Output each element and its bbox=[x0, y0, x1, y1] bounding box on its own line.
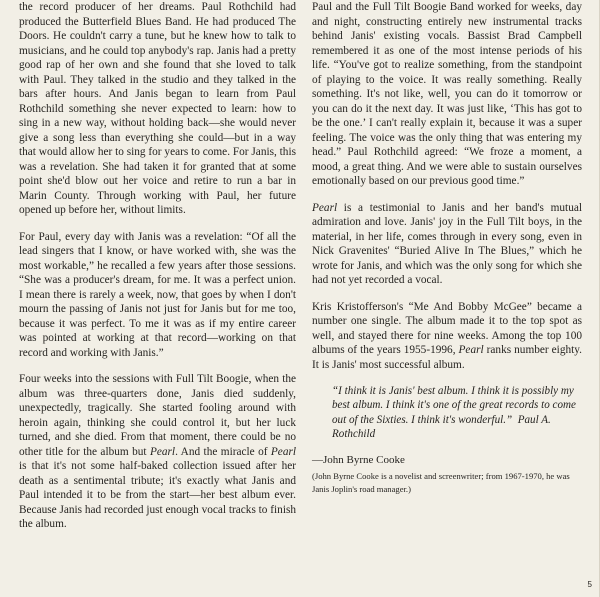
author-signature: —John Byrne Cooke bbox=[312, 454, 405, 467]
right-paragraph-3-part-b: ranks number eighty. It is Janis' most successful album. bbox=[312, 344, 582, 371]
left-paragraph-3-part-a: Four weeks into the sessions with Full Tilt Boogie, when the album was three-quarters done, Janis died suddenly, unexpectedly, tragically. She started fooling around with heroin again, thinking she could control it, but her luck turned, and she died. From that moment, there could be no other title for the album but bbox=[19, 373, 296, 458]
album-title-pearl: Pearl bbox=[312, 201, 338, 214]
right-paragraph-3 bbox=[312, 300, 582, 373]
left-paragraph-3-part-b: . And the miracle of bbox=[175, 445, 271, 458]
left-paragraph-2: For Paul, every day with Janis was a revelation: “Of all the lead singers that I know, or have worked with, she was the most workable,” he recalled a few years after those sessions. “She was a producer's dream, for me. It was a perfect union. I mean there is rarely a week, now, that goes by when I don't mourn the passing of Janis not just for Janis but for me too, because it was perfect. To me it was as if my entire career was pointed at working at that record—working on that record and working with Janis.” bbox=[19, 230, 296, 359]
album-title-pearl: Pearl bbox=[149, 445, 176, 458]
right-paragraph-1: Paul and the Full Tilt Boogie Band worked for weeks, day and night, constructing entirely new instrumental tracks behind Janis' existing vocals. Bassist Brad Campbell remembered it as one of the most intense periods of his life. “You've got to realize something, from the standpoint of playing to the voice. It was really something. Really something. It's not like, well, you can do it tomorrow or you can do it the next day. It was just like, ‘This has got to be the one.’ I can't really explain it, because it was a super feeling. The voice was the only thing that was entering my head.” Paul Rothchild agreed: “We froze a moment, a mood, a great thing. And we were able to sustain ourselves emotionally based on our previous good time.” bbox=[312, 1, 582, 187]
quote-attribution: Paul A. Rothchild bbox=[332, 413, 551, 440]
quote-text: “I think it is Janis' best album. I think it is possibly my best album. I think it's one of the great records to come out of the Sixties. I think it's wonderful.” bbox=[332, 385, 576, 426]
album-title-pearl: Pearl bbox=[270, 445, 297, 458]
page-number: 5 bbox=[587, 580, 592, 589]
right-paragraph-3-part-a: Kris Kristofferson's “Me And Bobby McGee” became a number one single. The album made it to the top spot as well, and stayed there for nine weeks. Among the top 100 albums of the years 1955-1996, bbox=[312, 300, 582, 356]
pull-quote bbox=[332, 384, 582, 441]
right-paragraph-2 bbox=[312, 201, 582, 288]
left-column bbox=[19, 0, 296, 544]
left-paragraph-1: the record producer of her dreams. Paul Rothchild had produced the Butterfield Blues Band. He had produced The Doors. He couldn't carry a tune, but he knew how to talk to musicians, and he could top anybody's rap. Janis had a pretty good rap of her own and she found that she loved to talk with Paul. They talked in the studio and they talked in the bars after hours. And Janis began to learn from Paul Rothchild something she never expected to learn: how to sing in a new way, without holding back—she would never give a song less than everything she could—but in a way that would allow her to sing for years to come. For Janis, this was a revelation. She had taken it for granted that at some point she'd blow out her voice and retire to run a bar in Marin County. Through working with Paul, her future opened up before her, without limits. bbox=[19, 1, 296, 216]
left-paragraph-3-part-c: is that it's not some half-baked collection issued after her death as a sentimental tribute; it's exactly what Janis and Paul intended it to be from the start—her best album ever. Because Janis had recorded just enough vocal tracks to finish the album. bbox=[19, 460, 297, 530]
author-note: (John Byrne Cooke is a novelist and screenwriter; from 1967-1970, he was Janis Joplin's road manager.) bbox=[312, 471, 570, 494]
right-column bbox=[312, 0, 582, 495]
album-title-pearl: Pearl bbox=[458, 344, 484, 356]
right-paragraph-2-text: is a testimonial to Janis and her band's mutual admiration and love. Janis' joy in the Full Tilt boys, in the material, in her life, comes through in every song, even in Nick Gravenites' “Buried Alive In The Blues,” which he wrote for Janis, and which was the only song for which she had not yet recorded a vocal. bbox=[312, 201, 582, 286]
left-paragraph-3 bbox=[19, 372, 296, 532]
